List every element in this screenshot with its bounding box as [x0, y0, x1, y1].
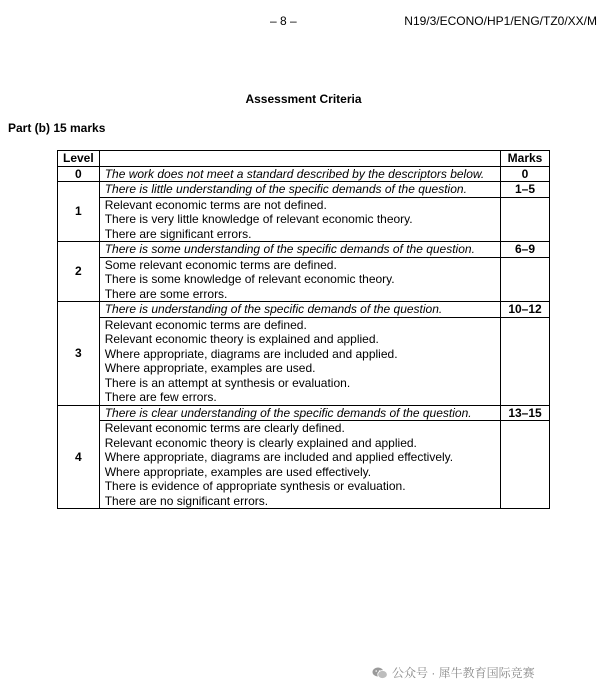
descriptor-line: There are few errors.	[104, 390, 217, 404]
watermark-text: 公众号 · 犀牛教育国际竞赛	[392, 666, 535, 680]
level-descriptors	[99, 421, 500, 509]
criteria-body	[58, 166, 550, 509]
level-row	[58, 302, 550, 318]
level-summary: There is little understanding of the specific demands of the question.	[99, 182, 500, 198]
marks-empty-cell	[501, 257, 550, 302]
level-row	[58, 166, 550, 182]
marks-empty-cell	[501, 317, 550, 405]
level-summary: The work does not meet a standard described by the descriptors below.	[99, 166, 500, 182]
assessment-criteria-table	[57, 150, 550, 509]
level-row	[58, 182, 550, 198]
descriptor-line: Relevant economic theory is explained and applied.	[104, 332, 379, 346]
descriptor-line: There is evidence of appropriate synthesis or evaluation.	[104, 479, 406, 493]
descriptor-line: There is some knowledge of relevant economic theory.	[104, 272, 395, 286]
descriptor-line: Relevant economic terms are clearly defined.	[104, 421, 345, 435]
marks-empty-cell	[501, 197, 550, 242]
level-marks: 1–5	[501, 182, 550, 198]
descriptor-line: There is an attempt at synthesis or evaluation.	[104, 375, 351, 390]
level-marks: 0	[501, 166, 550, 182]
marks-empty-cell	[501, 421, 550, 509]
level-marks: 13–15	[501, 405, 550, 421]
document-code: N19/3/ECONO/HP1/ENG/TZ0/XX/M	[404, 14, 597, 28]
watermark	[372, 664, 535, 681]
level-descriptors	[99, 197, 500, 242]
level-descriptors	[99, 257, 500, 302]
descriptor-line: Relevant economic theory is clearly explained and applied.	[104, 435, 417, 450]
level-details-row	[58, 197, 550, 242]
page-number: – 8 –	[270, 14, 297, 28]
level-number: 2	[58, 242, 100, 302]
level-details-row	[58, 317, 550, 405]
descriptor-line: There is very little knowledge of relevant economic theory.	[104, 212, 413, 226]
level-marks: 6–9	[501, 242, 550, 258]
descriptor-line: Relevant economic terms are not defined.	[104, 197, 327, 212]
descriptor-line: Where appropriate, diagrams are included and applied effectively.	[104, 450, 454, 464]
descriptor-line: Where appropriate, diagrams are included and applied.	[104, 346, 398, 361]
level-number: 4	[58, 405, 100, 509]
descriptor-line: Relevant economic terms are defined.	[104, 317, 307, 332]
descriptor-line: There are no significant errors.	[104, 493, 269, 508]
level-marks: 10–12	[501, 302, 550, 318]
page-title: Assessment Criteria	[245, 92, 362, 106]
level-number: 1	[58, 182, 100, 242]
level-summary: There is some understanding of the specific demands of the question.	[99, 242, 500, 258]
marks-header: Marks	[501, 151, 550, 167]
level-summary: There is understanding of the specific demands of the question.	[99, 302, 500, 318]
descriptor-line: Where appropriate, examples are used.	[104, 361, 316, 375]
level-summary: There is clear understanding of the specific demands of the question.	[99, 405, 500, 421]
level-row	[58, 242, 550, 258]
descriptor-line: There are significant errors.	[104, 226, 252, 241]
level-number: 3	[58, 302, 100, 406]
part-label: Part (b) 15 marks	[8, 121, 106, 135]
descriptor-line: Where appropriate, examples are used effectively.	[104, 464, 372, 479]
level-row	[58, 405, 550, 421]
level-descriptors	[99, 317, 500, 405]
description-header	[99, 151, 500, 167]
level-number: 0	[58, 166, 100, 182]
descriptor-line: There are some errors.	[104, 286, 228, 301]
level-header: Level	[58, 151, 100, 167]
level-details-row	[58, 257, 550, 302]
level-details-row	[58, 421, 550, 509]
table-header-row	[58, 151, 550, 167]
wechat-icon	[372, 666, 388, 680]
descriptor-line: Some relevant economic terms are defined.	[104, 257, 337, 272]
